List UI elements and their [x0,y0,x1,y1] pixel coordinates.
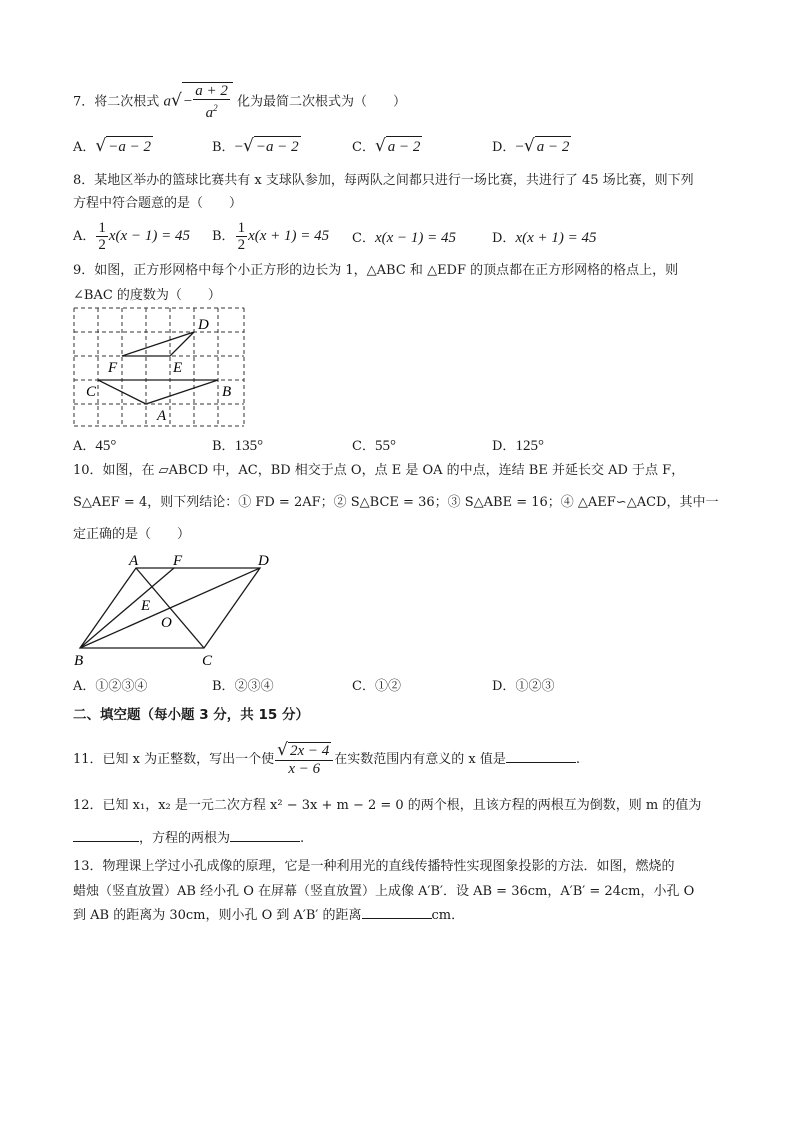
q9-option-c[interactable] [352,436,396,457]
q9-point-d: D [198,317,209,333]
q12-text-mid: ，方程的两根为 [139,831,231,846]
q9-grid-figure [72,306,252,428]
q10-option-a-label: A． [73,679,96,694]
q9-option-a-value: 45° [95,438,117,454]
q13-stem-line3 [73,907,464,925]
q7-option-c-radical: √ [374,136,386,156]
q9-option-b-label: B． [212,439,235,454]
q8-option-b-half-num: 1 [237,220,246,236]
q10-option-b-label: B． [212,679,235,694]
q9-triangle-abc [98,380,218,404]
q7-option-b-radical: √ [243,136,254,156]
q11-stem [73,742,580,777]
q10-point-o: O [161,615,172,631]
q10-point-b: B [74,653,84,668]
q9-point-e: E [173,360,183,376]
q7-option-b[interactable] [212,136,301,158]
q7-option-a[interactable] [73,136,153,158]
q8-option-a-expr: x(x − 1) = 45 [108,228,190,244]
q9-option-d[interactable] [492,436,544,457]
q12-stem-line2 [73,830,304,848]
q8-stem-line2: 方程中符合题意的是（ ） [73,196,243,211]
q10-point-a: A [129,553,139,569]
q11-radicand: 2x − 4 [289,743,330,759]
q10-option-a-value: ①②③④ [95,679,148,694]
q7-option-d-radical: √ [523,136,535,156]
q11-end: . [575,752,581,767]
q7-stem [73,82,406,121]
q7-fraction [193,83,230,121]
q11-frac-num [275,742,333,761]
q10-option-b-value: ②③④ [234,679,274,694]
q8-option-b-label: B． [212,229,235,244]
q10-option-b[interactable] [212,677,274,697]
q8-option-b[interactable] [212,220,329,253]
q7-option-a-radical: √ [95,136,107,156]
q8-option-a-half-num: 1 [98,220,106,236]
q8-option-a-half-den: 2 [98,237,106,253]
q7-radical-sign: √ [170,90,182,111]
q7-frac-num: a + 2 [195,83,228,99]
q10-point-e: E [141,598,151,614]
q7-option-b-radicand: −a − 2 [254,136,301,157]
q9-point-b: B [222,384,232,400]
q10-option-d-label: D． [492,679,516,694]
q9-point-c: C [86,384,97,400]
q7-text-before: 将二次根式 [94,94,160,110]
q11-text-after: 在实数范围内有意义的 x 值是 [334,752,506,767]
q9-stem-line1: 9．如图，正方形网格中每个小正方形的边长为 1，△ABC 和 △EDF 的顶点都在正方形网格的格点上，则 [73,263,679,278]
q13-text-after: cm． [431,908,465,923]
q13-text-before: 到 AB 的距离为 30cm，则小孔 O 到 A′B′ 的距离 [73,908,362,923]
q8-option-b-half-den: 2 [237,237,246,253]
q7-number: 7． [73,94,95,110]
q13-stem-line2: 蜡烛（竖直放置）AB 经小孔 O 在屏幕（竖直放置）上成像 A′B′．设 AB = 36cm，A′B′ = 24cm，小孔 O [73,884,695,899]
q12-blank-m[interactable] [73,841,139,842]
section-2-heading: 二、填空题（每小题 3 分，共 15 分） [73,707,309,723]
q9-option-c-value: 55° [374,438,396,454]
q9-option-d-label: D． [492,439,516,454]
q8-stem-line1: 8．某地区举办的篮球比赛共有 x 支球队参加，每两队之间都只进行一场比赛，共进行了 45 场比赛，则下列 [73,173,694,188]
q11-text-before: 11．已知 x 为正整数，写出一个使 [73,752,275,767]
q11-fraction [275,742,333,777]
q10-option-c-label: C． [352,679,375,694]
q10-option-a[interactable] [73,677,147,697]
q9-point-f: F [108,360,118,376]
q7-frac-den-base: a [205,105,214,121]
q7-option-b-label: B． [212,140,235,155]
q10-stem-line3: 定正确的是（ ） [73,527,191,542]
q7-coef: a [163,93,171,110]
q7-frac-den-exp: 2 [213,103,218,113]
q12-end: . [300,831,305,846]
q7-option-d-sign: − [515,139,524,155]
q13-stem-line1: 13．物理课上学过小孔成像的原理，它是一种利用光的直线传播特性实现图象投影的方法．如图，燃烧的 [73,859,675,874]
q9-option-b-value: 135° [234,438,264,454]
q10-diagonal-bd [80,568,260,648]
q8-option-a[interactable] [73,220,190,253]
q7-frac-den [193,100,230,121]
q8-option-a-half [96,220,108,253]
q9-option-a[interactable] [73,436,116,457]
q10-option-c[interactable] [352,677,401,697]
q11-frac-den: x − 6 [288,761,321,777]
q8-option-c-label: C． [352,231,375,246]
q9-option-a-label: A． [73,439,96,454]
q10-option-d-value: ①②③ [515,679,555,694]
q10-option-c-value: ①② [374,679,401,694]
q10-point-d: D [258,553,269,569]
q8-option-d[interactable] [492,228,597,249]
q9-stem-line2: ∠BAC 的度数为（ ） [73,288,221,303]
q10-stem-line2: S△AEF = 4，则下列结论：① FD = 2AF；② S△BCE = 36；③ S△ABE = 16；④ △AEF∽△ACD，其中一 [73,495,719,510]
q7-option-d-radicand: a − 2 [535,136,572,157]
q11-answer-blank[interactable] [506,762,576,763]
q7-option-c-radicand: a − 2 [386,136,423,157]
q7-option-c-label: C． [352,140,375,155]
q10-parallelogram-figure [72,552,282,668]
q8-option-c[interactable] [352,228,456,249]
q8-option-d-label: D． [492,231,516,246]
q9-triangle-edf [122,332,194,356]
q13-answer-blank[interactable] [362,918,432,919]
q9-option-c-label: C． [352,439,375,454]
q10-stem-line1: 10．如图，在 ▱ABCD 中，AC，BD 相交于点 O，点 E 是 OA 的中点，连结 BE 并延长交 AD 于点 F， [73,463,685,478]
q7-option-d-label: D． [492,140,516,155]
q9-point-a: A [157,408,167,424]
q10-point-f: F [173,553,183,569]
q9-option-b[interactable] [212,436,263,457]
q8-option-b-expr: x(x + 1) = 45 [248,228,330,244]
q8-option-b-half [236,220,248,253]
q10-point-c: C [202,653,213,668]
q7-option-a-label: A． [73,140,96,155]
q7-option-d[interactable] [492,136,571,158]
q8-option-a-label: A． [73,229,96,244]
q7-text-after: 化为最简二次根式为（ ） [237,94,407,110]
q10-option-d[interactable] [492,677,554,697]
q12-blank-roots[interactable] [230,841,300,842]
q7-option-b-sign: − [234,139,244,155]
q11-radical: √ [277,740,288,760]
q12-stem-line1: 12．已知 x₁，x₂ 是一元二次方程 x² − 3x + m − 2 = 0 的两个根，且该方程的两根互为倒数，则 m 的值为 [73,798,702,813]
q7-radicand: − $\frac{a + 2}{a^2}$ [182,82,233,121]
q9-option-d-value: 125° [515,438,544,454]
q8-option-d-expr: x(x + 1) = 45 [515,230,597,246]
q7-option-c[interactable] [352,136,422,158]
q7-option-a-radicand: −a − 2 [106,136,153,157]
q8-option-c-expr: x(x − 1) = 45 [374,230,457,246]
